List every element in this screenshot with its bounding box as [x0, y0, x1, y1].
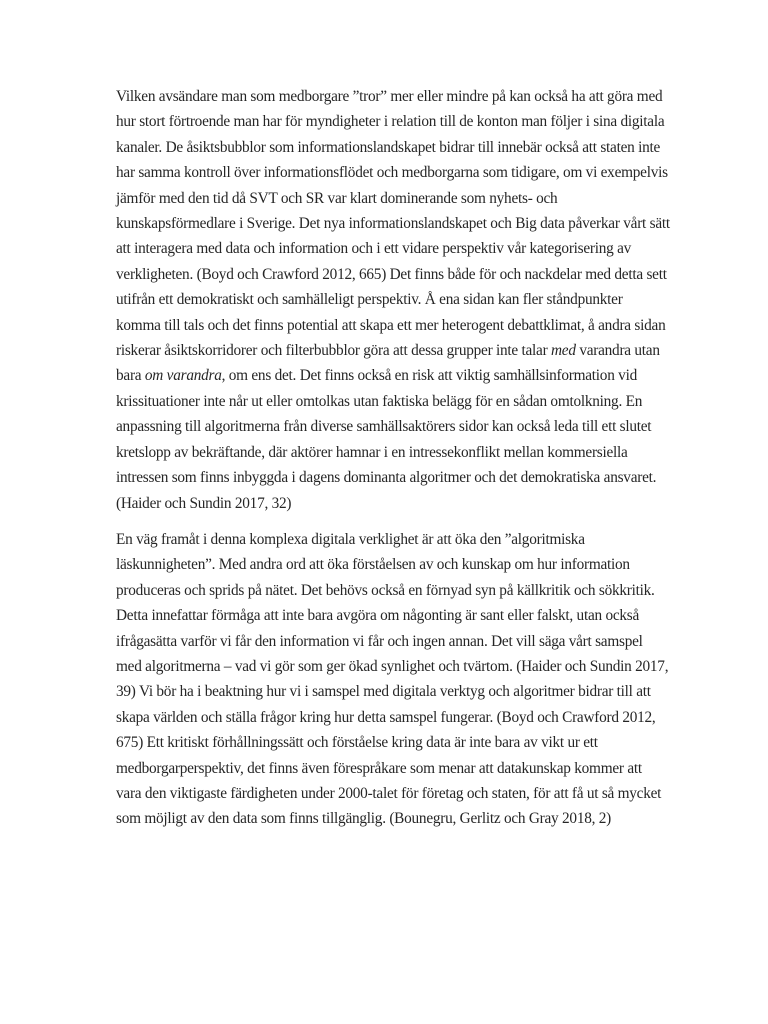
text-run: riskerar åsiktskorridorer och filterbubblor göra att dessa grupper inte talar [116, 342, 551, 360]
text-line [116, 186, 656, 211]
text-run: som möjligt av den data som finns tillgänglig. (Bounegru, Gerlitz och Gray 2018, 2) [116, 810, 612, 828]
text-run: jämför med den tid då SVT och SR var klart dominerande som nyhets- och [116, 189, 558, 207]
text-run: kunskapsförmedlare i Sverige. Det nya informationslandskapet och Big data påverkar vårt sätt [116, 215, 670, 233]
text-line [116, 440, 656, 465]
text-line [116, 781, 662, 806]
text-run: hur stort förtroende man har för myndigheter i relation till de konton man följer i sina digitala [116, 113, 665, 131]
text-run: intressen som finns inbyggda i dagens dominanta algoritmer och det demokratiska ansvaret. [116, 469, 657, 487]
text-run: produceras och sprids på nätet. Det behövs också en förnyad syn på källkritik och sökkritik. [116, 581, 655, 599]
text-line [116, 603, 656, 628]
text-run: Vilken avsändare man som medborgare ”tror” mer eller mindre på kan också ha att göra med [116, 88, 663, 105]
emphasis-run: om varandra [144, 367, 222, 385]
text-line [116, 578, 656, 603]
text-run: vara den viktigaste färdigheten under 2000-talet för företag och staten, för att få ut så mycket [116, 784, 662, 802]
text-run: Detta innefattar förmåga att inte bara avgöra om någonting är sant eller falskt, utan också [116, 607, 640, 625]
text-run: ifrågasätta varför vi får den information vi får och ingen annan. Det vill säga vårt samspel [116, 632, 643, 650]
text-line [116, 705, 656, 730]
text-run: komma till tals och det finns potential att skapa ett mer heterogent debattklimat, å andra sidan [116, 316, 666, 334]
text-line [116, 679, 656, 704]
text-run: kretslopp av bekräftande, där aktörer hamnar i en intressekonflikt mellan kommersiella [116, 443, 628, 461]
paragraph-2 [116, 527, 669, 832]
text-line [116, 109, 665, 134]
text-line [116, 389, 656, 414]
text-run: har samma kontroll över informationsflödet och medborgarna som tidigare, om vi exempelvis [116, 164, 668, 182]
text-run: att interagera med data och information och i ett vidare perspektiv vår kategorisering av [116, 240, 632, 258]
text-line [116, 730, 656, 755]
text-run: bara [116, 367, 145, 385]
text-line [116, 313, 666, 338]
emphasis-run: med [551, 342, 576, 360]
text-line [116, 654, 669, 679]
text-line [116, 160, 668, 185]
text-run: 39) Vi bör ha i beaktning hur vi i samspel med digitala verktyg och algoritmer bidrar till att [116, 683, 651, 701]
text-run: med algoritmerna – vad vi gör som ger ökad synlighet och tvärtom. (Haider och Sundin 2017, [116, 657, 669, 675]
text-run: 675) Ett kritiskt förhållningssätt och förståelse kring data är inte bara av vikt ur ett [116, 734, 598, 752]
text-line [116, 135, 661, 160]
text-line [116, 338, 660, 363]
text-line [116, 806, 656, 831]
text-run: skapa världen och ställa frågor kring hur detta samspel fungerar. (Boyd och Crawford 2012, [116, 708, 656, 726]
text-run: verkligheten. (Boyd och Crawford 2012, 665) Det finns både för och nackdelar med detta sett [116, 265, 667, 283]
paragraph-1 [116, 84, 670, 516]
text-run: kanaler. De åsiktsbubblor som informationslandskapet bidrar till innebär också att staten inte [116, 138, 661, 156]
text-line [116, 552, 656, 577]
text-line [116, 211, 670, 236]
text-run: (Haider och Sundin 2017, 32) [116, 494, 292, 512]
text-run: medborgarperspektiv, det finns även förespråkare som menar att datakunskap kommer att [116, 759, 642, 777]
text-line [116, 629, 656, 654]
text-line [116, 465, 656, 490]
text-run: En väg framåt i denna komplexa digitala verklighet är att öka den ”algoritmiska [116, 530, 585, 548]
text-line [116, 262, 667, 287]
paragraph-spacer [116, 516, 656, 527]
text-line [116, 756, 656, 781]
text-line [116, 527, 656, 552]
text-line [116, 84, 663, 109]
text-run: varandra utan [575, 342, 660, 360]
text-run: läskunnigheten”. Med andra ord att öka förståelsen av och kunskap om hur information [116, 556, 630, 574]
text-line [116, 491, 656, 516]
text-run: krissituationer inte når ut eller omtolkas utan faktiska belägg för en sådan omtolkning. En [116, 392, 643, 410]
text-line [116, 414, 656, 439]
text-line [116, 287, 656, 312]
text-run: anpassning till algoritmerna från diverse samhällsaktörers sidor kan också leda till ett slutet [116, 418, 652, 436]
text-line [116, 363, 656, 388]
text-run: , om ens det. Det finns också en risk att viktig samhällsinformation vid [221, 367, 637, 385]
document-body [116, 84, 670, 832]
text-line [116, 236, 656, 261]
text-run: utifrån ett demokratiskt och samhälleligt perspektiv. Å ena sidan kan fler ståndpunkter [116, 291, 623, 309]
